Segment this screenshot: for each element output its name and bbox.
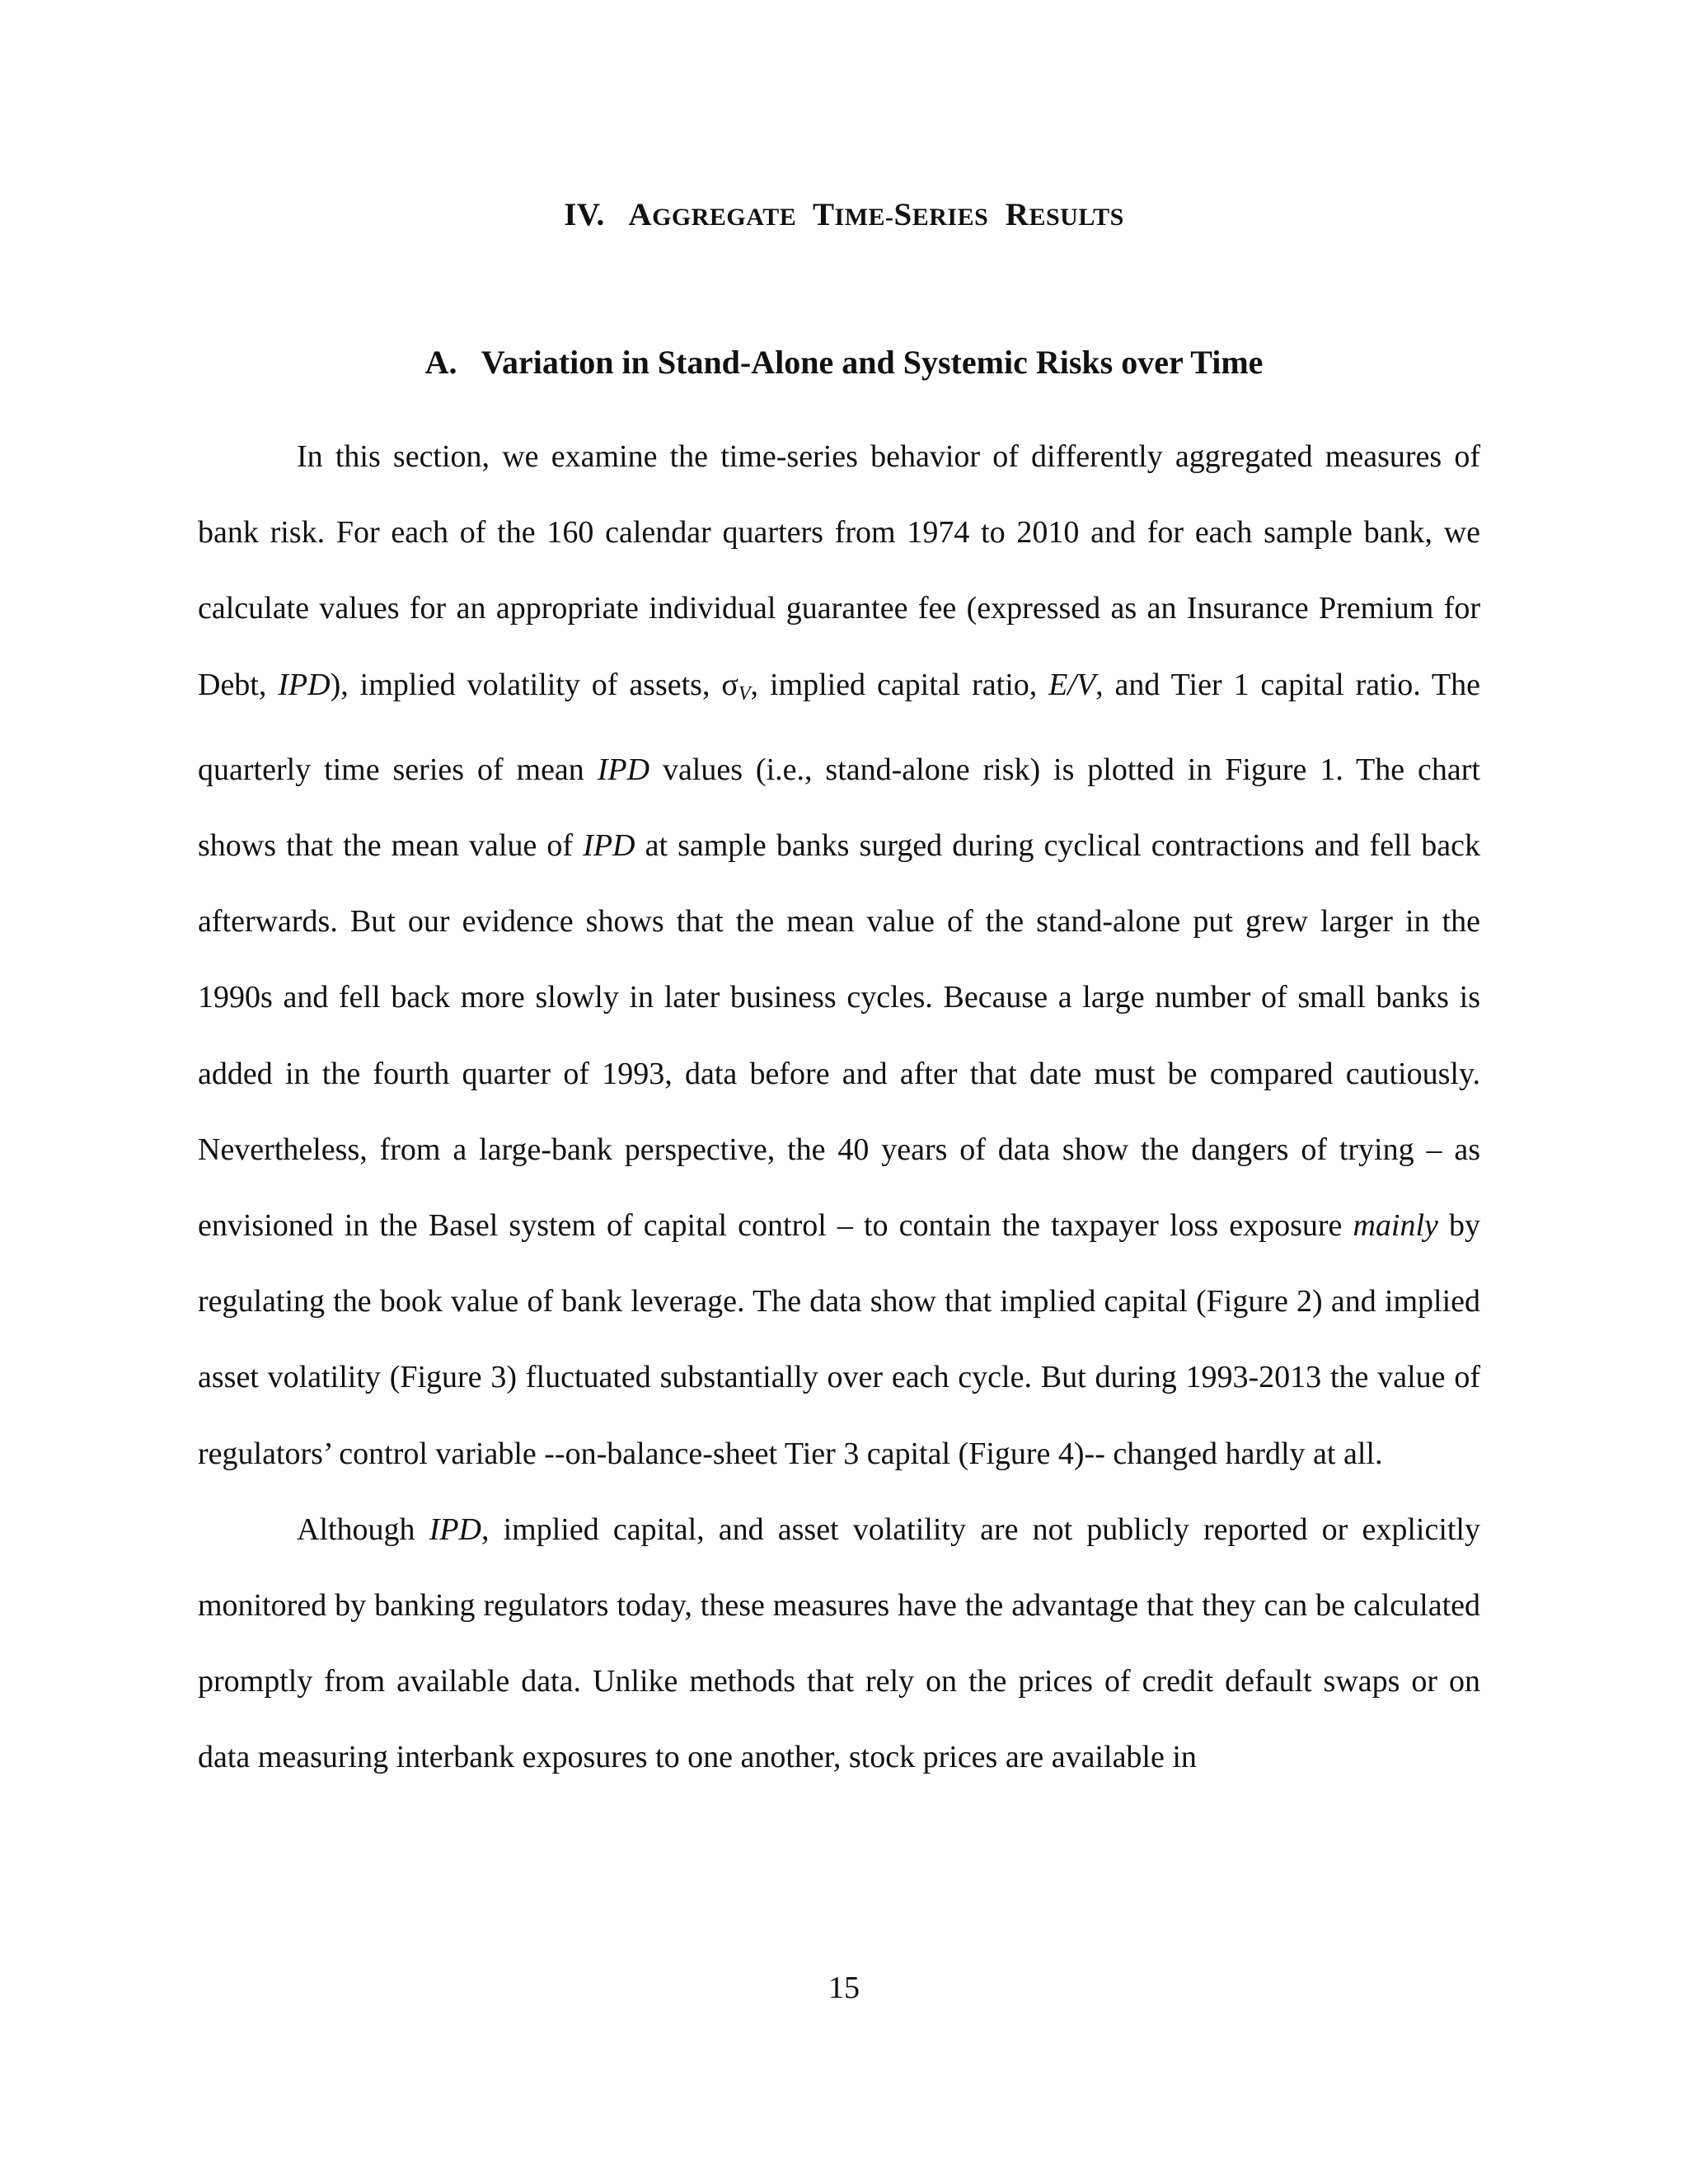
body-text xyxy=(198,419,1480,1796)
subsection-heading xyxy=(0,343,1688,382)
subsection-label: A. xyxy=(424,344,457,381)
page-number: 15 xyxy=(828,1971,860,2005)
section-numeral: IV. xyxy=(564,197,605,232)
section-title-word: TIME-SERIES xyxy=(813,197,989,232)
paragraph-2: Although IPD, implied capital, and asset volatility are not publicly reported or explicitly monitored by banking regulators today, these measures have the advantage that they can be calculated promptly from available data. Unlike methods that rely on the prices of credit default swaps or on data measuring interbank exposures to one another, stock prices are available in xyxy=(198,1511,1480,1775)
section-title-word: RESULTS xyxy=(1005,197,1124,232)
section-title-word: AGGREGATE xyxy=(628,197,797,232)
paragraph-1: In this section, we examine the time-series behavior of differently aggregated measures of bank risk. For each of the 160 calendar quarters from 1974 to 2010 and for each sample bank, we calculate values for an appropriate individual guarantee fee (expressed as an Insurance Premium for Debt, IPD), implied volatility of assets, $\sigma_V$, implied capital ratio, E/V, and Tier 1 capital ratio. The quarterly time series of mean IPD values (i.e., stand-alone risk) is plotted in Figure 1. The chart shows that the mean value of IPD at sample banks surged during cyclical contractions and fell back afterwards. But our evidence shows that the mean value of the stand-alone put grew larger in the 1990s and fell back more slowly in later business cycles. Because a large number of small banks is added in the fourth quarter of 1993, data before and after that date must be compared cautiously. Nevertheless, from a large-bank perspective, the 40 years of data show the dangers of trying – as envisioned in the Basel system of capital control – to contain the taxpayer loss exposure mainly by regulating the book value of bank leverage. The data show that implied capital (Figure 2) and implied asset volatility (Figure 3) fluctuated substantially over each cycle. But during 1993-2013 the value of regulators’ control variable --on-balance-sheet Tier 3 capital (Figure 4)-- changed hardly at all. xyxy=(198,439,1481,1471)
sigma-symbol: σ xyxy=(721,667,738,702)
subsection-title: Variation in Stand-Alone and Systemic Risks over Time xyxy=(481,344,1264,381)
section-heading xyxy=(0,196,1688,233)
